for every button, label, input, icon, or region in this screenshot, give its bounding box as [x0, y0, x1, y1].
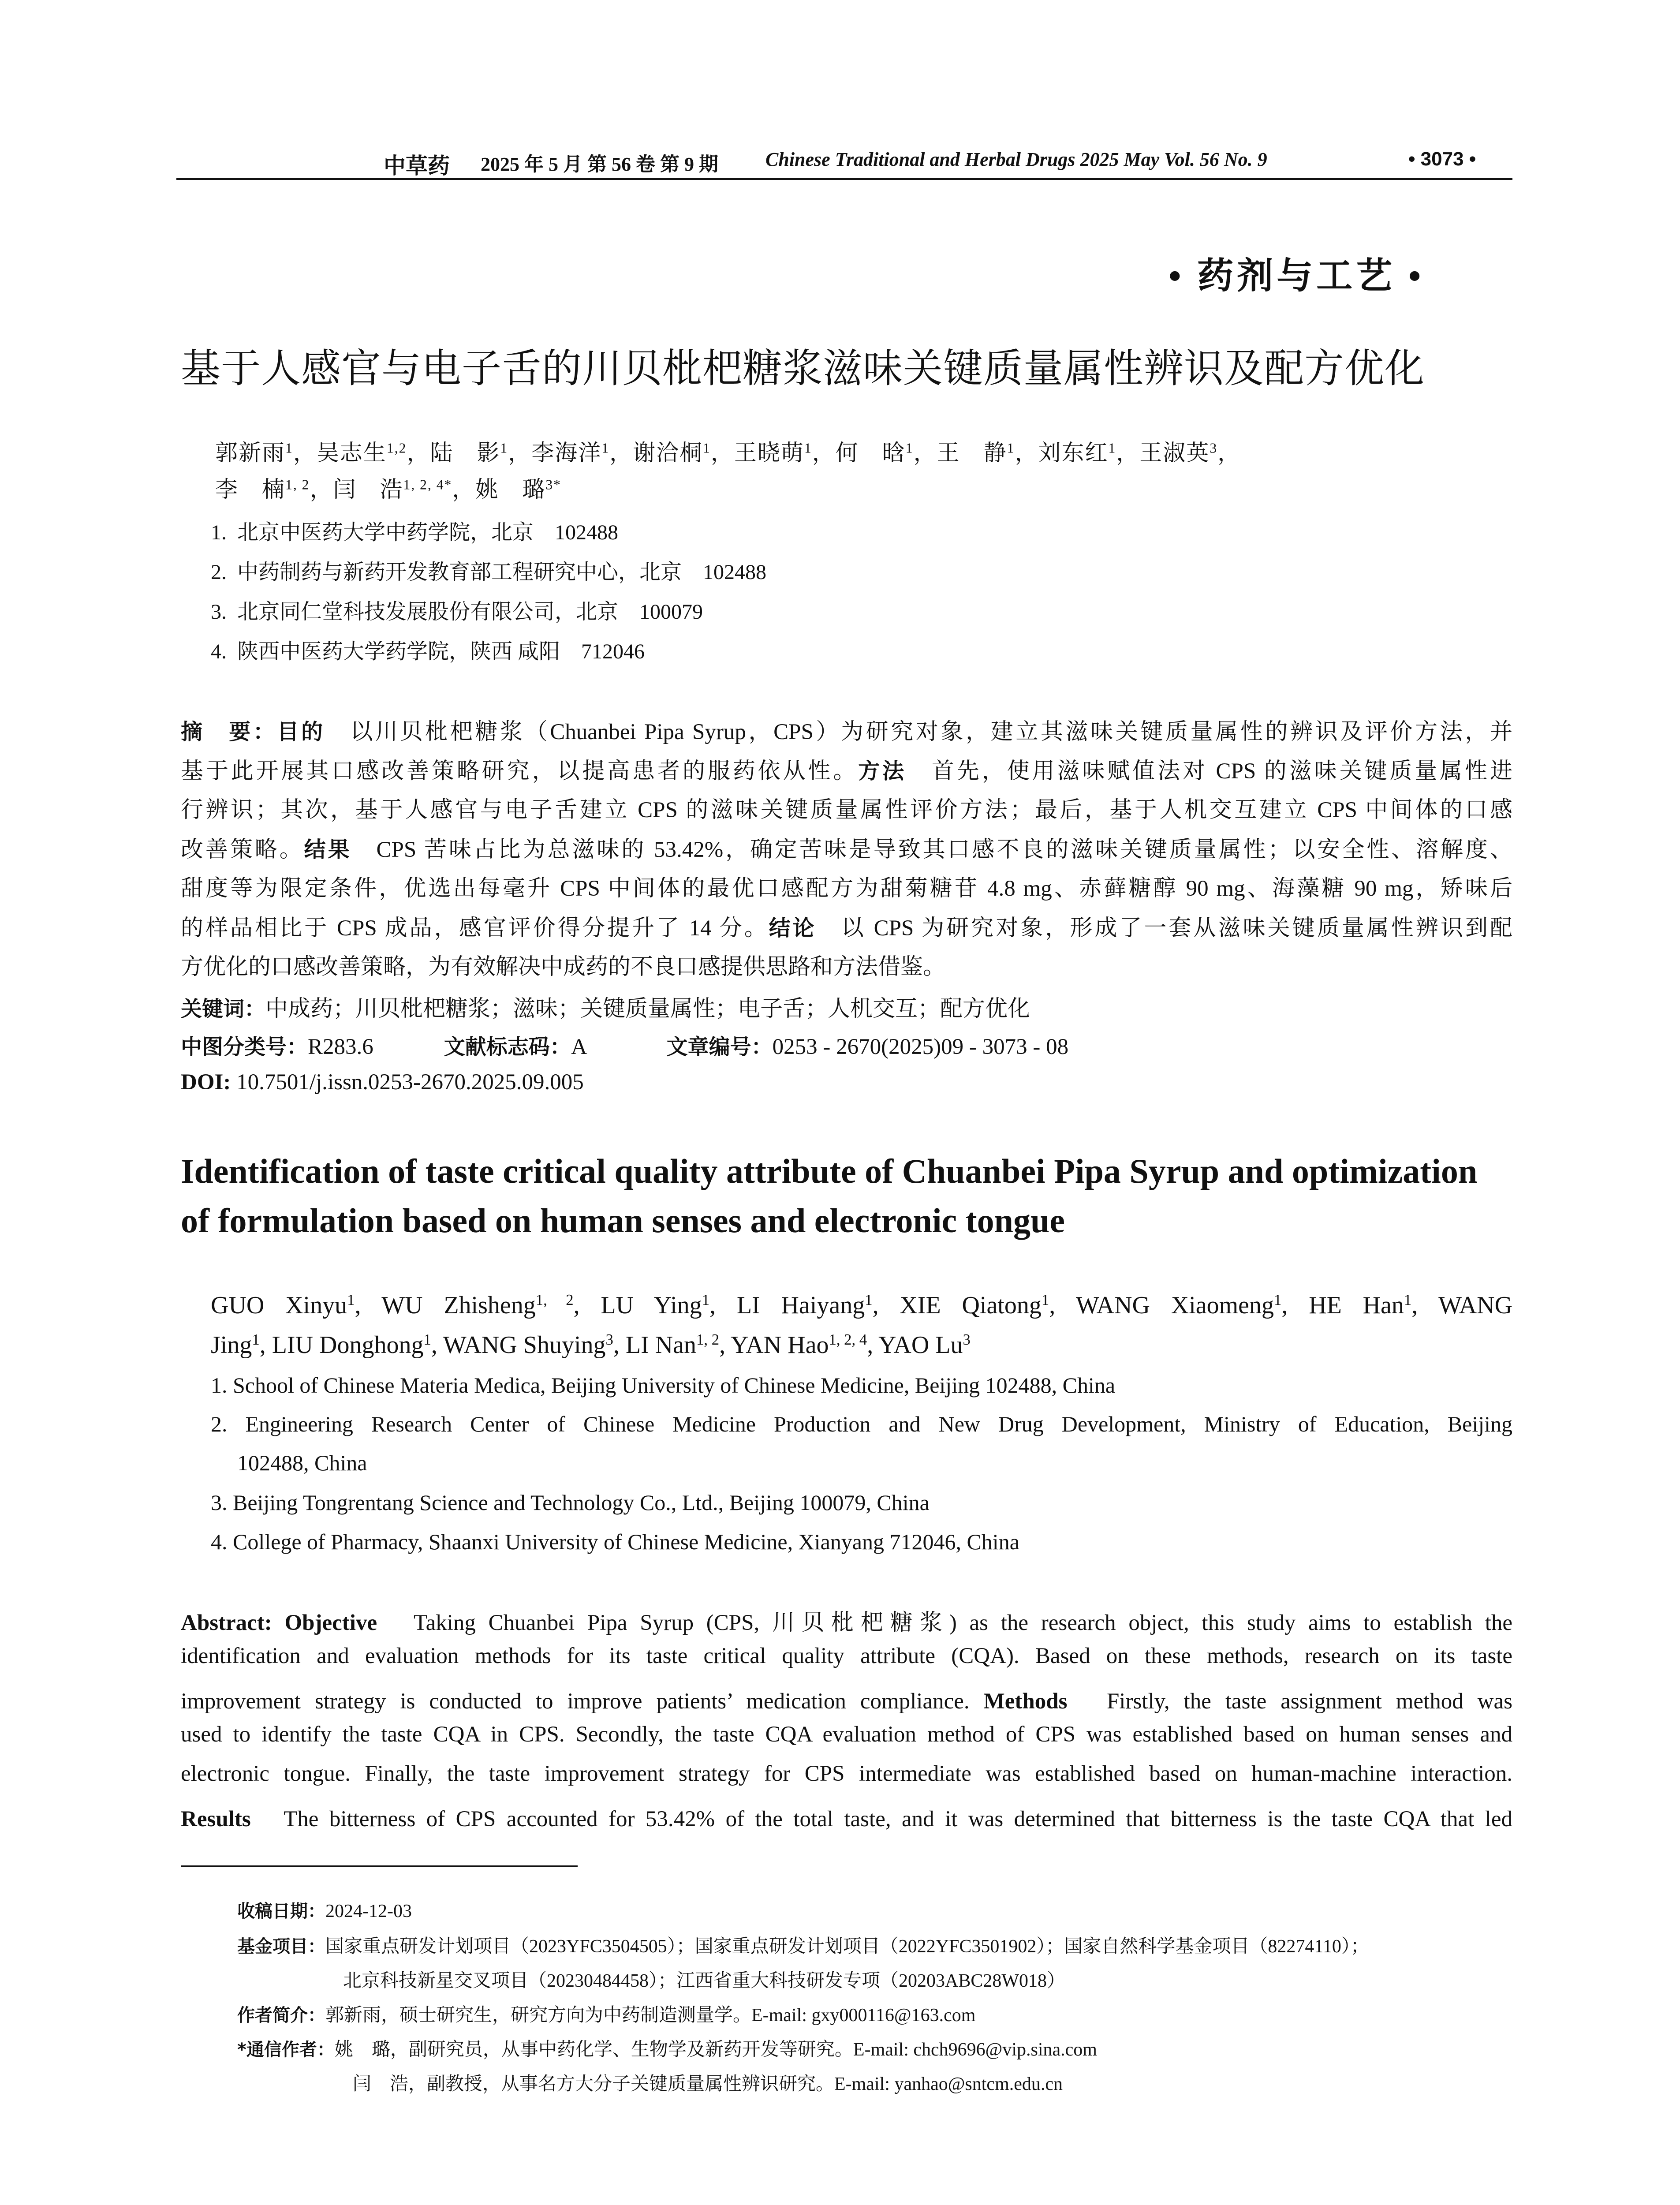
affiliation-num: 4.: [211, 640, 227, 663]
author-name: 闫 浩: [333, 478, 403, 502]
author: 刘东红$^1$，: [1038, 440, 1140, 466]
bio-text: 郭新雨，硕士研究生，研究方向为中药制造测量学。E-mail: gxy000116@163.com: [325, 2005, 976, 2026]
affiliation-en-1: 1. School of Chinese Materia Medica, Beijing University of Chinese Medicine, Beijing 102488, China: [211, 1373, 1116, 1398]
abstract-cn-line1: [181, 712, 1512, 752]
author-affiliation-mark: 1: [1274, 1291, 1282, 1308]
abstract-en-line1: [181, 1604, 1512, 1637]
citation-cn: 2025 年 5 月 第 56 卷 第 9 期: [481, 153, 718, 175]
author: 王 静$^1$，: [937, 440, 1038, 466]
author-name: 姚 璐: [475, 478, 546, 502]
keywords-text: 中成药；川贝枇杷糖浆；滋味；关键质量属性；电子舌；人机交互；配方优化: [265, 997, 1030, 1021]
author-affiliation-mark: 1: [601, 440, 610, 456]
author-name: YAN Hao: [731, 1331, 829, 1359]
keywords-label: 关键词：: [181, 997, 266, 1021]
author-name: HE Han: [1309, 1292, 1404, 1319]
author-name: LIU Donghong: [272, 1331, 424, 1359]
author: 李 楠$^{1, 2}$，: [215, 477, 333, 502]
affiliation-en-2-cont: 102488, China: [237, 1450, 367, 1475]
author-name: 李 楠: [215, 478, 286, 502]
abstract-text: 首先，使用滋味赋值法对 CPS 的滋味关键质量属性进: [931, 759, 1512, 784]
author-affiliation-mark: 1: [285, 440, 293, 456]
abstract-text: 基于此开展其口感改善策略研究，以提高患者的服药依从性。: [181, 759, 859, 784]
received-date: 2024-12-03: [325, 1901, 412, 1921]
author-affiliation-mark: 1: [500, 440, 508, 456]
abstract-en-text: Firstly, the taste assignment method was: [1106, 1689, 1512, 1714]
author: WU Zhisheng$^{1, 2}$,: [381, 1291, 601, 1319]
keywords-cn: [181, 990, 1030, 1023]
author-name: 吴志生: [316, 441, 387, 466]
author: [878, 1331, 971, 1359]
abstract-en-text: identification and evaluation methods for its taste critical quality attribute (CQA). Based on these methods, research on its taste: [181, 1644, 1512, 1668]
author-affiliation-mark: 1: [865, 1291, 873, 1308]
methods-en-label: Methods: [983, 1689, 1068, 1714]
author: LI Nan$^{1, 2}$,: [625, 1330, 731, 1359]
author-affiliation-mark: 1, 2, 4: [829, 1330, 867, 1348]
running-header: [176, 142, 1512, 177]
author: 何 晗$^1$，: [835, 440, 937, 466]
author-name: LU Ying: [601, 1292, 702, 1319]
abstract-text: 改善策略。: [181, 837, 304, 862]
author: LIU Donghong$^1$,: [272, 1330, 443, 1359]
affiliation-en-3: 3. Beijing Tongrentang Science and Technology Co., Ltd., Beijing 100079, China: [211, 1490, 930, 1515]
abstract-cn-line3: [181, 791, 1512, 830]
author-name: XIE Qiatong: [900, 1292, 1042, 1319]
author: 谢洽桐$^1$，: [633, 440, 734, 466]
author-name: YAO Lu: [878, 1331, 963, 1359]
author-name: GUO Xinyu: [211, 1292, 347, 1319]
doc-code-label: 文献标志码：: [444, 1035, 571, 1059]
author-affiliation-mark: 3*: [545, 477, 561, 493]
abstract-cn-line6: [181, 908, 1512, 948]
abstract-en-text: The bitterness of CPS accounted for 53.42% of the total taste, and it was determined that bitterness is the taste CQA that led: [284, 1807, 1512, 1831]
abstract-text: 行辨识；其次，基于人感官与电子舌建立 CPS 的滋味关键质量属性评价方法；最后，基于人机交互建立 CPS 中间体的口感: [181, 798, 1512, 822]
author-name: WU Zhisheng: [381, 1292, 536, 1319]
abstract-en-text: electronic tongue. Finally, the taste improvement strategy for CPS intermediate was established based on human-machine interaction.: [181, 1761, 1512, 1786]
methods-label: 方法: [858, 759, 907, 784]
author-name: WANG Shuying: [443, 1331, 606, 1359]
author-affiliation-mark: 1: [703, 440, 711, 456]
fund-label: 基金项目：: [237, 1936, 325, 1957]
affiliation-text: 北京同仁堂科技发展股份有限公司，北京 100079: [237, 600, 703, 624]
doi-line: [181, 1069, 584, 1095]
author-name: LI Nan: [625, 1331, 697, 1359]
header-rule: [176, 178, 1512, 180]
author: 吴志生$^{1,2}$，: [316, 440, 430, 466]
author: YAN Hao$^{1, 2, 4}$,: [731, 1330, 879, 1359]
author: [1438, 1292, 1512, 1319]
author-affiliation-mark: 1: [423, 1330, 431, 1348]
affiliation-cn-4: [211, 634, 645, 665]
author-affiliation-mark: 1: [804, 440, 812, 456]
author: 王晓萌$^1$，: [734, 440, 836, 466]
author-affiliation-mark: 1: [252, 1330, 260, 1348]
author: LI Haiyang$^1$,: [736, 1291, 900, 1319]
objective-label: 目的: [277, 719, 325, 744]
abstract-text: 方优化的口感改善策略，为有效解决中成药的不良口感提供思路和方法借鉴。: [181, 955, 946, 979]
footnote-correspondence: [237, 2035, 1097, 2061]
author: XIE Qiatong$^1$,: [900, 1291, 1076, 1319]
abstract-en-line6: [181, 1800, 1512, 1833]
author: 王淑英$^3$，: [1139, 440, 1241, 466]
footnote-bio: [237, 2000, 975, 2027]
author-name: 陆 影: [430, 441, 500, 466]
classification-line: [181, 1030, 1068, 1060]
authors-en-line1: [211, 1291, 1512, 1319]
author-affiliation-mark: 3: [1210, 440, 1218, 456]
author: 李海洋$^1$，: [531, 440, 633, 466]
affiliation-cn-1: [211, 515, 618, 546]
title-cn: 基于人感官与电子舌的川贝枇杷糖浆滋味关键质量属性辨识及配方优化: [181, 345, 1425, 392]
author-affiliation-mark: 1, 2, 4*: [403, 477, 452, 493]
authors-cn-line2: [215, 471, 561, 504]
author-name: 王晓萌: [734, 441, 804, 466]
author-affiliation-mark: 1, 2: [535, 1291, 574, 1308]
author-name: 李海洋: [531, 441, 602, 466]
authors-cn-line1: [215, 434, 1241, 467]
doi-label: DOI:: [181, 1070, 231, 1095]
clc-value: R283.6: [308, 1035, 373, 1059]
abstract-cn-line5: [181, 869, 1512, 908]
abstract-text: 以 CPS 为研究对象，形成了一套从滋味关键质量属性辨识到配: [841, 916, 1512, 941]
author: 闫 浩$^{1, 2, 4*}$，: [333, 477, 476, 502]
affiliation-text: 中药制药与新药开发教育部工程研究中心，北京 102488: [237, 561, 767, 584]
author-name: 谢洽桐: [633, 441, 703, 466]
abstract-en-text: Taking Chuanbei Pipa Syrup (CPS, 川贝枇杷糖浆) as the research object, this study aims to establish the: [414, 1611, 1512, 1635]
journal-name: 中草药: [384, 153, 450, 178]
section-title: • 药剂与工艺 •: [1169, 256, 1425, 296]
author-affiliation-mark: 1, 2: [696, 1330, 720, 1348]
author-affiliation-mark: 1: [347, 1291, 355, 1308]
authors-en-line2: [211, 1331, 1512, 1359]
doc-code-value: A: [571, 1035, 587, 1059]
abstract-en-text: used to identify the taste CQA in CPS. Secondly, the taste CQA evaluation method of CPS was established based on human senses and: [181, 1722, 1512, 1747]
correspondence-text: 姚 璐，副研究员，从事中药化学、生物学及新药开发等研究。E-mail: chch9696@vip.sina.com: [334, 2040, 1097, 2060]
results-label: 结果: [304, 837, 352, 862]
article-no-value: 0253 - 2670(2025)09 - 3073 - 08: [772, 1035, 1069, 1059]
author-affiliation-mark: 3: [605, 1330, 613, 1348]
clc-label: 中图分类号：: [181, 1035, 308, 1059]
affiliation-cn-3: [211, 594, 703, 625]
received-label: 收稿日期：: [237, 1901, 325, 1921]
author-affiliation-mark: 1: [1404, 1291, 1412, 1308]
author-name: 刘东红: [1038, 441, 1109, 466]
citation-en: Chinese Traditional and Herbal Drugs 2025 May Vol. 56 No. 9: [765, 149, 1267, 170]
affiliation-num: 2.: [211, 561, 227, 584]
author: WANG Xiaomeng$^1$,: [1076, 1291, 1309, 1319]
abstract-en-label: Abstract:: [181, 1611, 272, 1635]
abstract-text: 的样品相比于 CPS 成品，感官评价得分提升了 14 分。: [181, 916, 769, 941]
abstract-en-line2: [181, 1643, 1512, 1669]
author-affiliation-mark: 1: [905, 440, 914, 456]
author-affiliation-mark: 1,2: [386, 440, 407, 456]
objective-en-label: Objective: [284, 1611, 377, 1635]
author-name: 王 静: [937, 441, 1007, 466]
author-name: 王淑英: [1139, 441, 1210, 466]
affiliation-text: 陕西中医药大学药学院，陕西 咸阳 712046: [237, 640, 645, 663]
results-en-label: Results: [181, 1807, 251, 1831]
author-affiliation-mark: 1: [1108, 440, 1116, 456]
abstract-cn-line2: [181, 751, 1512, 791]
bio-label: 作者简介：: [237, 2005, 325, 2026]
author: Jing$^1$,: [211, 1330, 272, 1359]
author-affiliation-mark: 1: [1007, 440, 1015, 456]
abstract-label: 摘 要：: [181, 719, 277, 744]
abstract-text: 以川贝枇杷糖浆（Chuanbei Pipa Syrup，CPS）为研究对象，建立其滋味关键质量属性的辨识及评价方法，并: [350, 720, 1512, 744]
author: 郭新雨$^1$，: [215, 440, 317, 466]
author-name: 何 晗: [835, 441, 906, 466]
affiliation-cn-2: [211, 555, 766, 585]
abstract-en-line3: [181, 1682, 1512, 1715]
author-affiliation-mark: 3: [963, 1330, 971, 1348]
author-name: LI Haiyang: [736, 1292, 865, 1319]
page-number: • 3073 •: [1408, 148, 1476, 170]
correspondence-label: *通信作者：: [237, 2040, 335, 2060]
author: [475, 478, 561, 502]
author-name: WANG: [1438, 1292, 1513, 1319]
author: WANG Shuying$^3$,: [443, 1330, 626, 1359]
conclusion-label: 结论: [769, 916, 817, 941]
affiliation-num: 1.: [211, 521, 227, 544]
affiliation-en-4: 4. College of Pharmacy, Shaanxi University of Chinese Medicine, Xianyang 712046, China: [211, 1529, 1019, 1554]
footnote-rule: [181, 1865, 578, 1867]
abstract-text: CPS 苦味占比为总滋味的 53.42%，确定苦味是导致其口感不良的滋味关键质量属性；以安全性、溶解度、: [376, 837, 1512, 862]
affiliation-num: 3.: [211, 600, 227, 624]
abstract-en-text: improvement strategy is conducted to improve patients’ medication compliance.: [181, 1689, 970, 1714]
title-en: Identification of taste critical quality attribute of Chuanbei Pipa Syrup and optimization of formulation based on human senses and electronic tongue: [181, 1152, 1478, 1240]
doi-value: 10.7501/j.issn.0253-2670.2025.09.005: [236, 1070, 584, 1095]
footnote-fund-cont: 北京科技新星交叉项目（20230484458）；江西省重大科技研发专项（20203ABC28W018）: [343, 1971, 1066, 1991]
author-name: Jing: [211, 1331, 252, 1359]
author-affiliation-mark: 1: [702, 1291, 710, 1308]
author: GUO Xinyu$^1$,: [211, 1291, 382, 1319]
fund-text: 国家重点研发计划项目（2023YFC3504505）；国家重点研发计划项目（2022YFC3501902）；国家自然科学基金项目（82274110）；: [325, 1936, 1369, 1957]
abstract-cn-line7: [181, 948, 1512, 987]
author: 陆 影$^1$，: [430, 440, 532, 466]
affiliation-text: 北京中医药大学中药学院，北京 102488: [237, 521, 619, 544]
abstract-en-line4: [181, 1722, 1512, 1747]
footnote-received: [237, 1897, 412, 1922]
footnote-correspondence-cont: 闫 浩，副教授，从事名方大分子关键质量属性辨识研究。E-mail: yanhao@sntcm.edu.cn: [353, 2074, 1063, 2094]
abstract-en-line5: [181, 1761, 1512, 1786]
footnote-fund: [237, 1932, 1369, 1958]
author-name: WANG Xiaomeng: [1076, 1292, 1274, 1319]
abstract-cn-line4: [181, 830, 1512, 870]
author-affiliation-mark: 1, 2: [285, 477, 310, 493]
author: HE Han$^1$,: [1309, 1291, 1439, 1319]
article-no-label: 文章编号：: [666, 1035, 773, 1059]
author-name: 郭新雨: [215, 441, 286, 466]
abstract-text: 甜度等为限定条件，优选出每毫升 CPS 中间体的最优口感配方为甜菊糖苷 4.8 mg、赤藓糖醇 90 mg、海藻糖 90 mg，矫味后: [181, 876, 1512, 901]
affiliation-en-2: 2. Engineering Research Center of Chinese Medicine Production and New Drug Development, Ministry of Education, Beijing: [211, 1412, 1512, 1436]
author-affiliation-mark: 1: [1041, 1291, 1049, 1308]
author: LU Ying$^1$,: [601, 1291, 737, 1319]
